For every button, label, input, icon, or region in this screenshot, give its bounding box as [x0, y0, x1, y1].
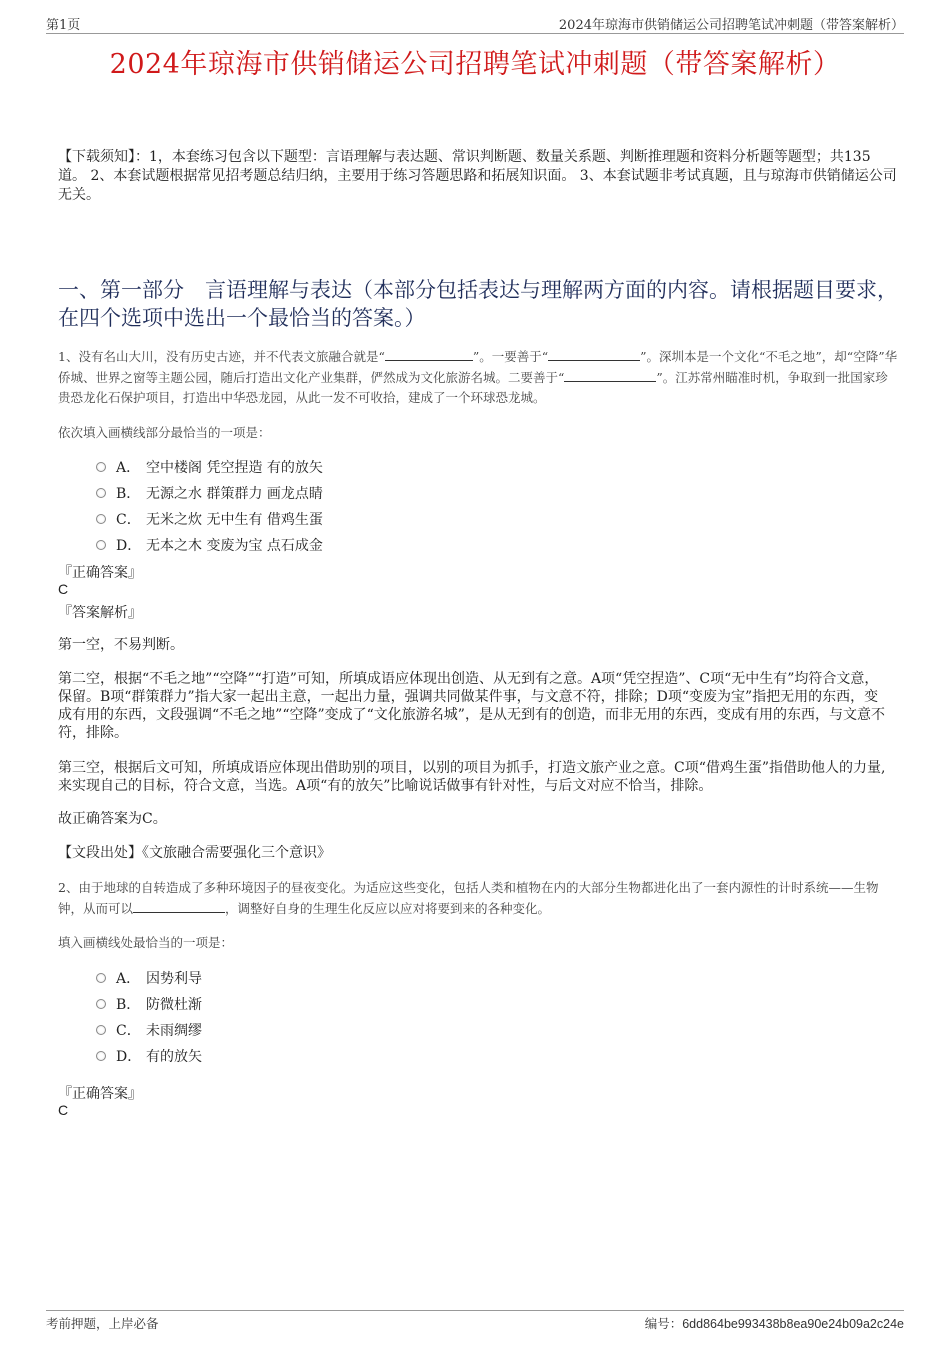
q2-option-d[interactable]: D． 有的放矢 — [96, 1046, 202, 1066]
q1-option-c[interactable]: C． 无米之炊 无中生有 借鸡生蛋 — [96, 509, 323, 529]
blank-1 — [385, 346, 473, 361]
footer-code: 编号：6dd864be993438b8ea90e24b09a2c24e — [644, 1316, 904, 1331]
q1-answer: C — [58, 581, 69, 597]
radio-icon[interactable] — [96, 514, 106, 524]
q2-answer: C — [58, 1102, 69, 1118]
q2-answer-label: 『正确答案』 — [58, 1086, 142, 1102]
radio-icon[interactable] — [96, 1025, 106, 1035]
q1-option-b[interactable]: B． 无源之水 群策群力 画龙点睛 — [96, 483, 323, 503]
q2-option-b[interactable]: B． 防微杜渐 — [96, 994, 202, 1014]
download-notice: 【下载须知】：1，本套练习包含以下题型：言语理解与表达题、常识判断题、数量关系题、判断推理题和资料分析题等题型；共135道。 2、本套试题根据常见招考题总结归纳，主要用于练习答题思路和拓展知识面。 3、本套试题非考试真题，且与琼海市供销储运公司无关。 — [58, 149, 897, 203]
radio-icon[interactable] — [96, 540, 106, 550]
question-2-text: 2、由于地球的自转造成了多种环境因子的昼夜变化。为适应这些变化，包括人类和植物在内的大部分生物都进化出了一套内源性的计时系统——生物钟，从而可以 ，调整好自身的生理生化反应以应对将要到来的各种变化。 — [58, 880, 879, 916]
question-2-prompt: 填入画横线处最恰当的一项是： — [58, 935, 234, 950]
question-1-text: 1、没有名山大川，没有历史古迹，并不代表文旅融合就是“ ”。一要善于“ ”。深圳本是一个文化“不毛之地”，却“空降”华侨城、世界之窗等主题公园，随后打造出文化产业集群，俨然成为文化旅游名城。二要善于“ ”。江苏常州瞄准时机，争取到一批国家珍贵恐龙化石保护项目，打造出中华恐龙园，从此一发不可收拾，建成了一个环球恐龙城。 — [58, 346, 898, 408]
blank-1 — [133, 898, 225, 913]
footer-divider — [46, 1310, 904, 1311]
radio-icon[interactable] — [96, 1051, 106, 1061]
section-title: 一、第一部分 言语理解与表达（本部分包括表达与理解两方面的内容。请根据题目要求，在四个选项中选出一个最恰当的答案。） — [58, 278, 898, 330]
footer-slogan: 考前押题，上岸必备 — [46, 1316, 159, 1331]
q1-analysis-paragraph: 第二空，根据“不毛之地”“空降”“打造”可知，所填成语应体现出创造、从无到有之意。A项“凭空捏造”、C项“无中生有”均符合文意，保留。B项“群策群力”指大家一起出主意，一起出力量，强调共同做某件事，与文意不符，排除；D项“变废为宝”指把无用的东西，变成有用的东西，文段强调“不毛之地”“空降”变成了“文化旅游名城”，是从无到有的创造，而非无用的东西，变成有用的东西，与文意不符，排除。 — [58, 671, 885, 741]
blank-3 — [564, 367, 656, 382]
q1-option-a[interactable]: A． 空中楼阁 凭空捏造 有的放矢 — [96, 457, 323, 477]
radio-icon[interactable] — [96, 999, 106, 1009]
running-title: 2024年琼海市供销储运公司招聘笔试冲刺题（带答案解析） — [558, 18, 904, 33]
q1-answer-label: 『正确答案』 — [58, 565, 142, 581]
header-divider — [46, 33, 904, 34]
radio-icon[interactable] — [96, 488, 106, 498]
radio-icon[interactable] — [96, 462, 106, 472]
q2-option-c[interactable]: C． 未雨绸缪 — [96, 1020, 202, 1040]
q1-analysis-paragraph: 第一空，不易判断。 — [58, 637, 184, 653]
q1-analysis-label: 『答案解析』 — [58, 605, 142, 621]
q1-analysis-paragraph: 故正确答案为C。 — [58, 811, 167, 827]
q1-analysis-paragraph: 第三空，根据后文可知，所填成语应体现出借助别的项目，以别的项目为抓手，打造文旅产业之意。C项“借鸡生蛋”指借助他人的力量,来实现自己的目标，符合文意，当选。A项“有的放矢”比喻说话做事有针对性，与后文对应不恰当，排除。 — [58, 760, 886, 794]
q1-option-d[interactable]: D． 无本之木 变废为宝 点石成金 — [96, 535, 323, 555]
page-number: 第1页 — [46, 18, 81, 33]
q1-source: 【文段出处】《文旅融合需要强化三个意识》 — [58, 845, 331, 861]
radio-icon[interactable] — [96, 973, 106, 983]
blank-2 — [548, 346, 640, 361]
q2-option-a[interactable]: A． 因势利导 — [96, 968, 202, 988]
page-title: 2024年琼海市供销储运公司招聘笔试冲刺题（带答案解析） — [109, 49, 841, 80]
question-1-prompt: 依次填入画横线部分最恰当的一项是： — [58, 425, 271, 440]
